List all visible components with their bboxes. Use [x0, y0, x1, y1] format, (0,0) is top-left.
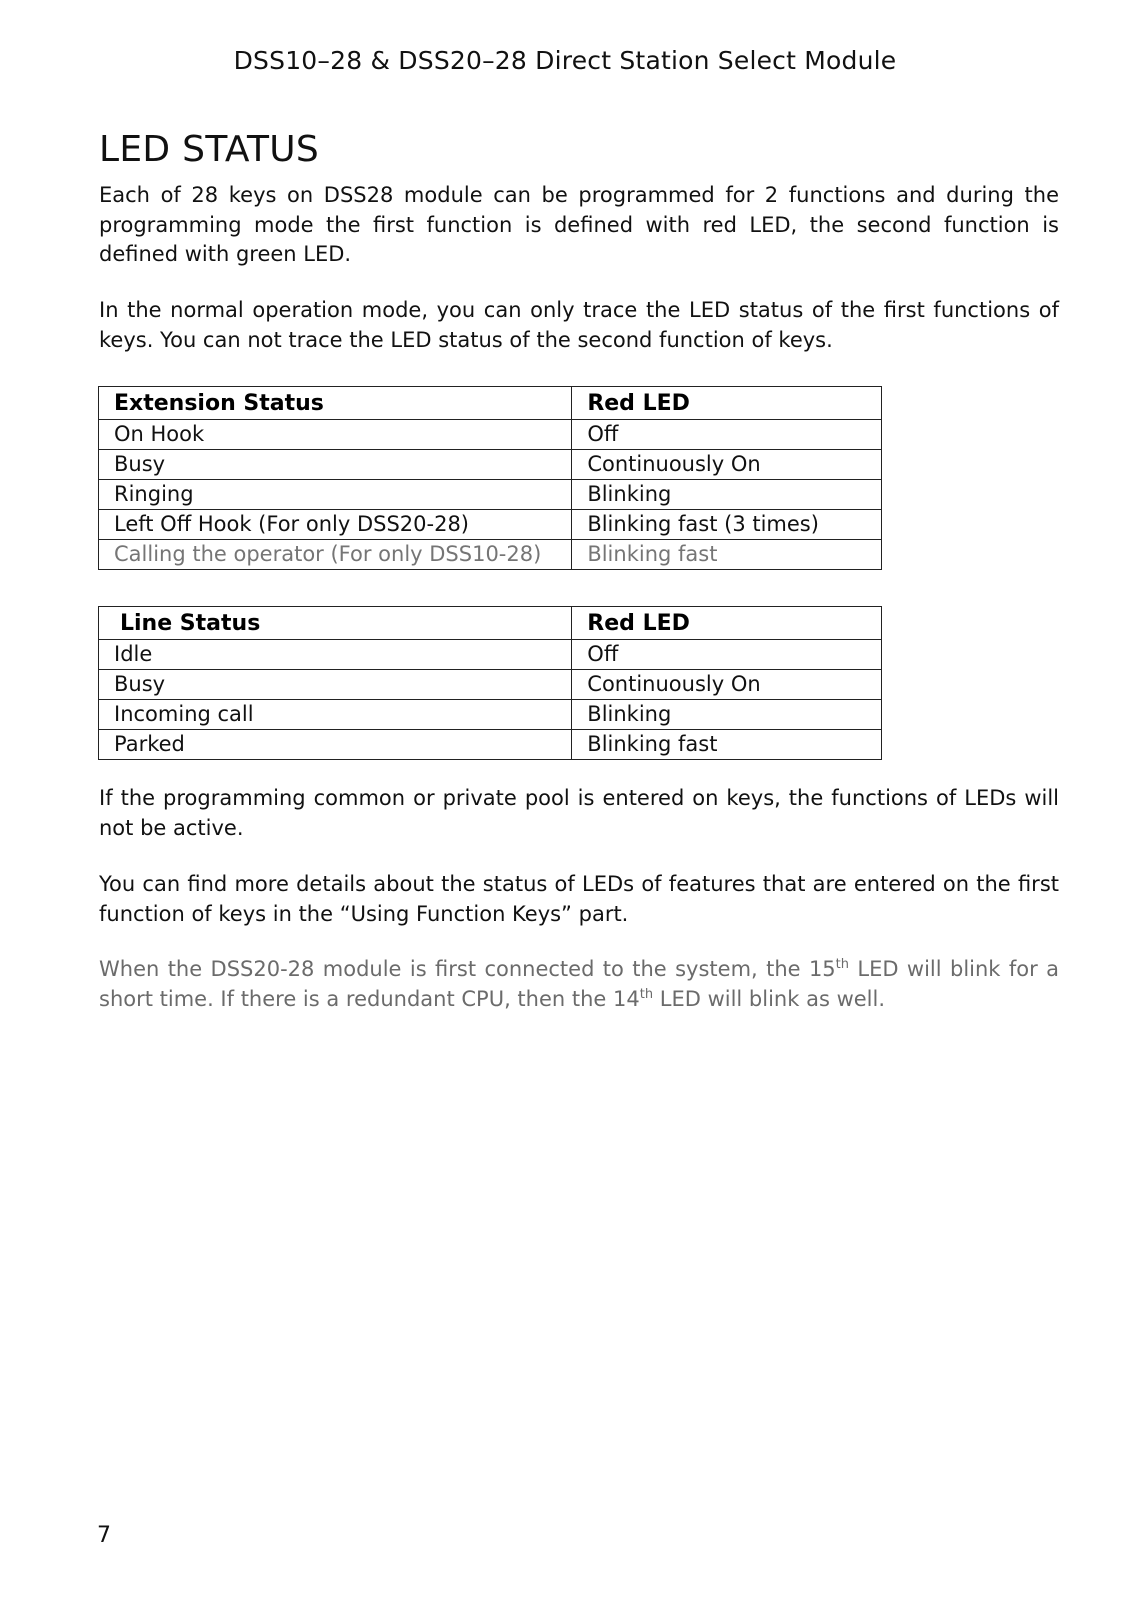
- column-header-red-led: Red LED: [572, 387, 882, 420]
- paragraph-more-details: You can find more details about the status of LEDs of features that are entered on the first function of keys in the “Using Function Keys” part.: [99, 872, 1059, 926]
- table-row: [99, 480, 882, 510]
- column-header-red-led: Red LED: [572, 607, 882, 640]
- table-cell-status: Busy: [99, 450, 572, 480]
- document-header-title: DSS10–28 & DSS20–28 Direct Station Select Module: [233, 46, 897, 75]
- table-cell-status: On Hook: [99, 420, 572, 450]
- column-header-line-status: Line Status: [99, 607, 572, 640]
- table-cell-status: Idle: [99, 640, 572, 670]
- table-cell-status: Left Off Hook (For only DSS20-28): [99, 510, 572, 540]
- table-row: [99, 540, 882, 570]
- table-header-row: [99, 387, 882, 420]
- table-cell-status: Incoming call: [99, 700, 572, 730]
- table-cell-led: Blinking: [572, 700, 882, 730]
- paragraph-normal-mode: In the normal operation mode, you can only trace the LED status of the first functions of keys. You can not trace the LED status of the second function of keys.: [99, 298, 1059, 352]
- note-text-part: LED will blink as well.: [653, 986, 886, 1011]
- section-title: LED STATUS: [99, 129, 320, 171]
- note-text-part: LED will blink for a short time. If there is a redundant CPU, then the 14: [99, 957, 1059, 1011]
- table-row: [99, 670, 882, 700]
- table-row: [99, 700, 882, 730]
- table-row: [99, 510, 882, 540]
- table-cell-led: Blinking fast: [572, 540, 882, 570]
- paragraph-pool-note: If the programming common or private pool is entered on keys, the functions of LEDs will not be active.: [99, 786, 1059, 840]
- table-cell-led: Blinking fast (3 times): [572, 510, 882, 540]
- table-cell-led: Blinking: [572, 480, 882, 510]
- table-cell-led: Blinking fast: [572, 730, 882, 760]
- table-cell-led: Continuously On: [572, 450, 882, 480]
- table-cell-led: Continuously On: [572, 670, 882, 700]
- ordinal-suffix: th: [639, 986, 654, 1002]
- table-cell-status: Calling the operator (For only DSS10-28): [99, 540, 572, 570]
- table-cell-led: Off: [572, 640, 882, 670]
- page-number: 7: [97, 1523, 111, 1548]
- table-cell-status: Parked: [99, 730, 572, 760]
- table-cell-status: Busy: [99, 670, 572, 700]
- table-header-row: [99, 607, 882, 640]
- table-cell-status: Ringing: [99, 480, 572, 510]
- ordinal-suffix: th: [835, 957, 850, 972]
- table-cell-led: Off: [572, 420, 882, 450]
- note-text-part: When the DSS20-28 module is first connected to the system, the 15: [99, 957, 836, 981]
- paragraph-dss20-connection-note: [99, 955, 1059, 1014]
- table-row: [99, 730, 882, 760]
- line-status-table: [98, 606, 882, 760]
- paragraph-key-functions: Each of 28 keys on DSS28 module can be programmed for 2 functions and during the programming mode the first function is defined with red LED, the second function is defined with green LED.: [99, 183, 1059, 266]
- extension-status-table: [98, 386, 882, 570]
- table-row: [99, 420, 882, 450]
- table-row: [99, 640, 882, 670]
- table-row: [99, 450, 882, 480]
- column-header-extension-status: Extension Status: [99, 387, 572, 420]
